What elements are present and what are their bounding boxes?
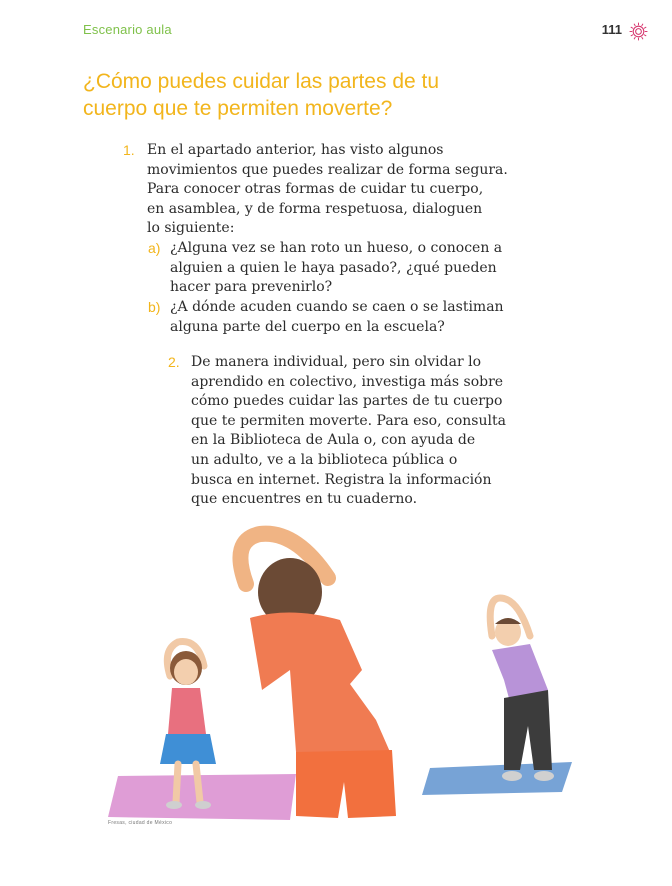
- stretching-illustration: [100, 520, 580, 830]
- activity-1-line: Para conocer otras formas de cuidar tu cuerpo,: [147, 181, 484, 198]
- activity-2-line: busca en internet. Registra la información: [191, 471, 492, 488]
- question-a-line: alguien a quien le haya pasado?, ¿qué pueden: [170, 259, 497, 276]
- question-a-label: a): [148, 240, 161, 256]
- section-header: Escenario aula: [83, 22, 172, 37]
- question-a-line: hacer para prevenirlo?: [170, 279, 333, 296]
- question-a-line: ¿Alguna vez se han roto un hueso, o conocen a: [170, 240, 503, 256]
- question-b-line: ¿A dónde acuden cuando se caen o se lastiman: [170, 299, 504, 315]
- activity-1-number: 1.: [123, 142, 135, 158]
- activity-1: [123, 141, 527, 239]
- boy-figure: [490, 598, 554, 781]
- activity-2-line: De manera individual, pero sin olvidar lo: [191, 354, 481, 370]
- activity-2-line: que encuentres en tu cuaderno.: [191, 491, 418, 508]
- activity-1-line: En el apartado anterior, has visto algunos: [147, 142, 444, 158]
- question-b-line: alguna parte del cuerpo en la escuela?: [170, 318, 445, 335]
- activity-2: [168, 353, 531, 510]
- activity-2-line: aprendido en colectivo, investiga más sobre: [191, 373, 504, 390]
- activity-2-line: cómo puedes cuidar las partes de tu cuerpo: [191, 393, 503, 410]
- activity-2-line: un adulto, ve a la biblioteca pública o: [191, 451, 458, 468]
- sun-ornament-icon: [629, 22, 648, 41]
- page-number: 111: [601, 22, 622, 37]
- question-b-label: b): [148, 299, 161, 315]
- question-a: [148, 239, 530, 298]
- activity-2-number: 2.: [168, 354, 180, 370]
- page-title: ¿Cómo puedes cuidar las partes de tu cuerpo que te permiten moverte?: [83, 70, 440, 120]
- activity-2-line: en la Biblioteca de Aula o, con ayuda de: [191, 432, 476, 449]
- activity-1-line: lo siguiente:: [147, 220, 235, 237]
- activity-1-line: en asamblea, y de forma respetuosa, dialoguen: [147, 200, 483, 217]
- activity-1-line: movimientos que puedes realizar de forma segura.: [147, 161, 508, 178]
- illustration-credit: Fresas, ciudad de México: [108, 820, 173, 826]
- activity-2-line: que te permiten moverte. Para eso, consulta: [191, 412, 506, 429]
- question-b: [148, 298, 530, 337]
